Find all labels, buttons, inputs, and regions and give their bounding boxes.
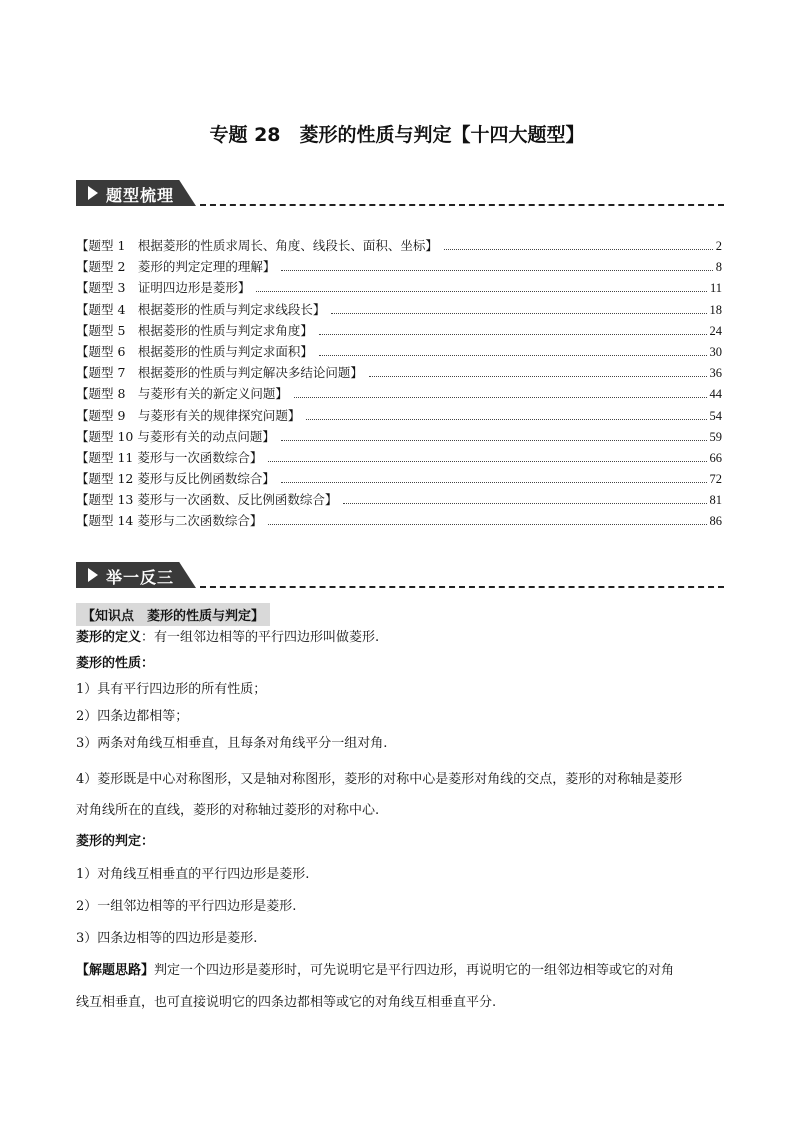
toc-entry[interactable] [76,427,722,448]
definition-text: ：有一组邻边相等的平行四边形叫做菱形. [141,630,380,645]
toc-entry-title[interactable]: 【题型 11 菱形与一次函数综合】 [76,449,263,465]
toc-entry[interactable] [76,384,722,405]
toc-entry[interactable] [76,300,722,321]
toc-entry[interactable] [76,342,722,363]
toc-page-number[interactable]: 2 [715,239,722,253]
section-label: 举一反三 [106,568,175,587]
property-item: 1）具有平行四边形的所有性质； [76,682,267,697]
property-item: 3）两条对角线互相垂直，且每条对角线平分一组对角. [76,736,388,751]
knowledge-point-header: 【知识点 菱形的性质与判定】 [76,603,270,626]
toc-entry[interactable] [76,490,722,511]
judgement-item: 1）对角线互相垂直的平行四边形是菱形. [76,867,310,882]
dashed-divider [200,586,724,588]
toc-entry[interactable] [76,236,722,257]
toc-entry-title[interactable]: 【题型 14 菱形与二次函数综合】 [76,513,263,529]
toc-leader-dots [306,419,706,420]
toc-leader-dots [268,461,706,462]
toc-leader-dots [343,503,706,504]
section-header-examples [76,562,724,594]
toc-leader-dots [319,355,707,356]
solving-tip-line [76,958,724,984]
section-header-types [76,180,724,212]
judgement-label: 菱形的判定： [76,834,155,849]
definition-label: 菱形的定义 [76,630,142,645]
toc-leader-dots [319,334,707,335]
toc-entry-title[interactable]: 【题型 3 证明四边形是菱形】 [76,280,251,296]
toc-entry-title[interactable]: 【题型 4 根据菱形的性质与判定求线段长】 [76,301,326,317]
judgement-item: 2）一组邻边相等的平行四边形是菱形. [76,899,297,914]
toc-entry[interactable] [76,406,722,427]
toc-entry[interactable] [76,511,722,532]
toc-entry-title[interactable]: 【题型 6 根据菱形的性质与判定求面积】 [76,343,313,359]
toc-entry[interactable] [76,321,722,342]
table-of-contents [76,236,722,533]
property-item-continued: 对角线所在的直线，菱形的对称轴过菱形的对称中心. [76,803,380,818]
toc-leader-dots [369,376,707,377]
toc-entry[interactable] [76,363,722,384]
toc-page-number[interactable]: 36 [709,366,722,381]
toc-entry-title[interactable]: 【题型 2 菱形的判定定理的理解】 [76,259,276,275]
toc-entry-title[interactable]: 【题型 8 与菱形有关的新定义问题】 [76,386,288,402]
toc-leader-dots [281,440,707,441]
dashed-divider [200,204,724,206]
toc-leader-dots [294,397,707,398]
toc-entry[interactable] [76,448,722,469]
toc-page-number[interactable]: 18 [709,302,722,317]
toc-leader-dots [281,270,712,271]
property-item: 4）菱形既是中心对称图形，又是轴对称图形，菱形的对称中心是菱形对角线的交点，菱形的对称轴是菱形 [76,772,683,787]
toc-page-number[interactable]: 66 [709,450,722,465]
toc-page-number[interactable]: 72 [709,472,722,487]
definition-line [76,625,724,651]
toc-entry[interactable] [76,469,722,490]
toc-entry-title[interactable]: 【题型 10 与菱形有关的动点问题】 [76,428,275,444]
toc-page-number[interactable]: 24 [709,323,722,338]
toc-page-number[interactable]: 30 [709,344,722,359]
toc-entry[interactable] [76,257,722,278]
toc-entry-title[interactable]: 【题型 7 根据菱形的性质与判定解决多结论问题】 [76,365,363,381]
toc-entry-title[interactable]: 【题型 1 根据菱形的性质求周长、角度、线段长、面积、坐标】 [76,238,438,253]
solving-tip-continued: 线互相垂直，也可直接说明它的四条边都相等或它的对角线互相垂直平分. [76,995,497,1010]
page-title: 专题 28 菱形的性质与判定【十四大题型】 [209,124,585,146]
toc-page-number[interactable]: 8 [715,260,722,275]
toc-entry-title[interactable]: 【题型 12 菱形与反比例函数综合】 [76,471,275,487]
toc-leader-dots [444,249,713,250]
toc-page-number[interactable]: 86 [709,514,722,529]
toc-leader-dots [281,482,707,483]
toc-entry[interactable] [76,278,722,299]
toc-leader-dots [268,524,706,525]
toc-leader-dots [256,291,707,292]
section-label: 题型梳理 [106,186,175,205]
toc-page-number[interactable]: 81 [709,493,722,508]
toc-entry-title[interactable]: 【题型 5 根据菱形的性质与判定求角度】 [76,322,313,338]
judgement-item: 3）四条边相等的四边形是菱形. [76,931,258,946]
toc-entry-title[interactable]: 【题型 13 菱形与一次函数、反比例函数综合】 [76,492,338,508]
toc-page-number[interactable]: 11 [709,281,722,296]
solving-tip-label: 【解题思路】 [76,963,155,978]
property-item: 2）四条边都相等； [76,709,189,724]
properties-label: 菱形的性质： [76,656,155,671]
solving-tip-text: 判定一个四边形是菱形时，可先说明它是平行四边形，再说明它的一组邻边相等或它的对角 [154,963,675,978]
toc-page-number[interactable]: 54 [709,408,722,423]
play-arrow-icon [88,186,98,200]
play-arrow-icon [88,568,98,582]
toc-leader-dots [331,313,706,314]
toc-entry-title[interactable]: 【题型 9 与菱形有关的规律探究问题】 [76,407,301,423]
toc-page-number[interactable]: 59 [709,429,722,444]
toc-page-number[interactable]: 44 [709,387,722,402]
